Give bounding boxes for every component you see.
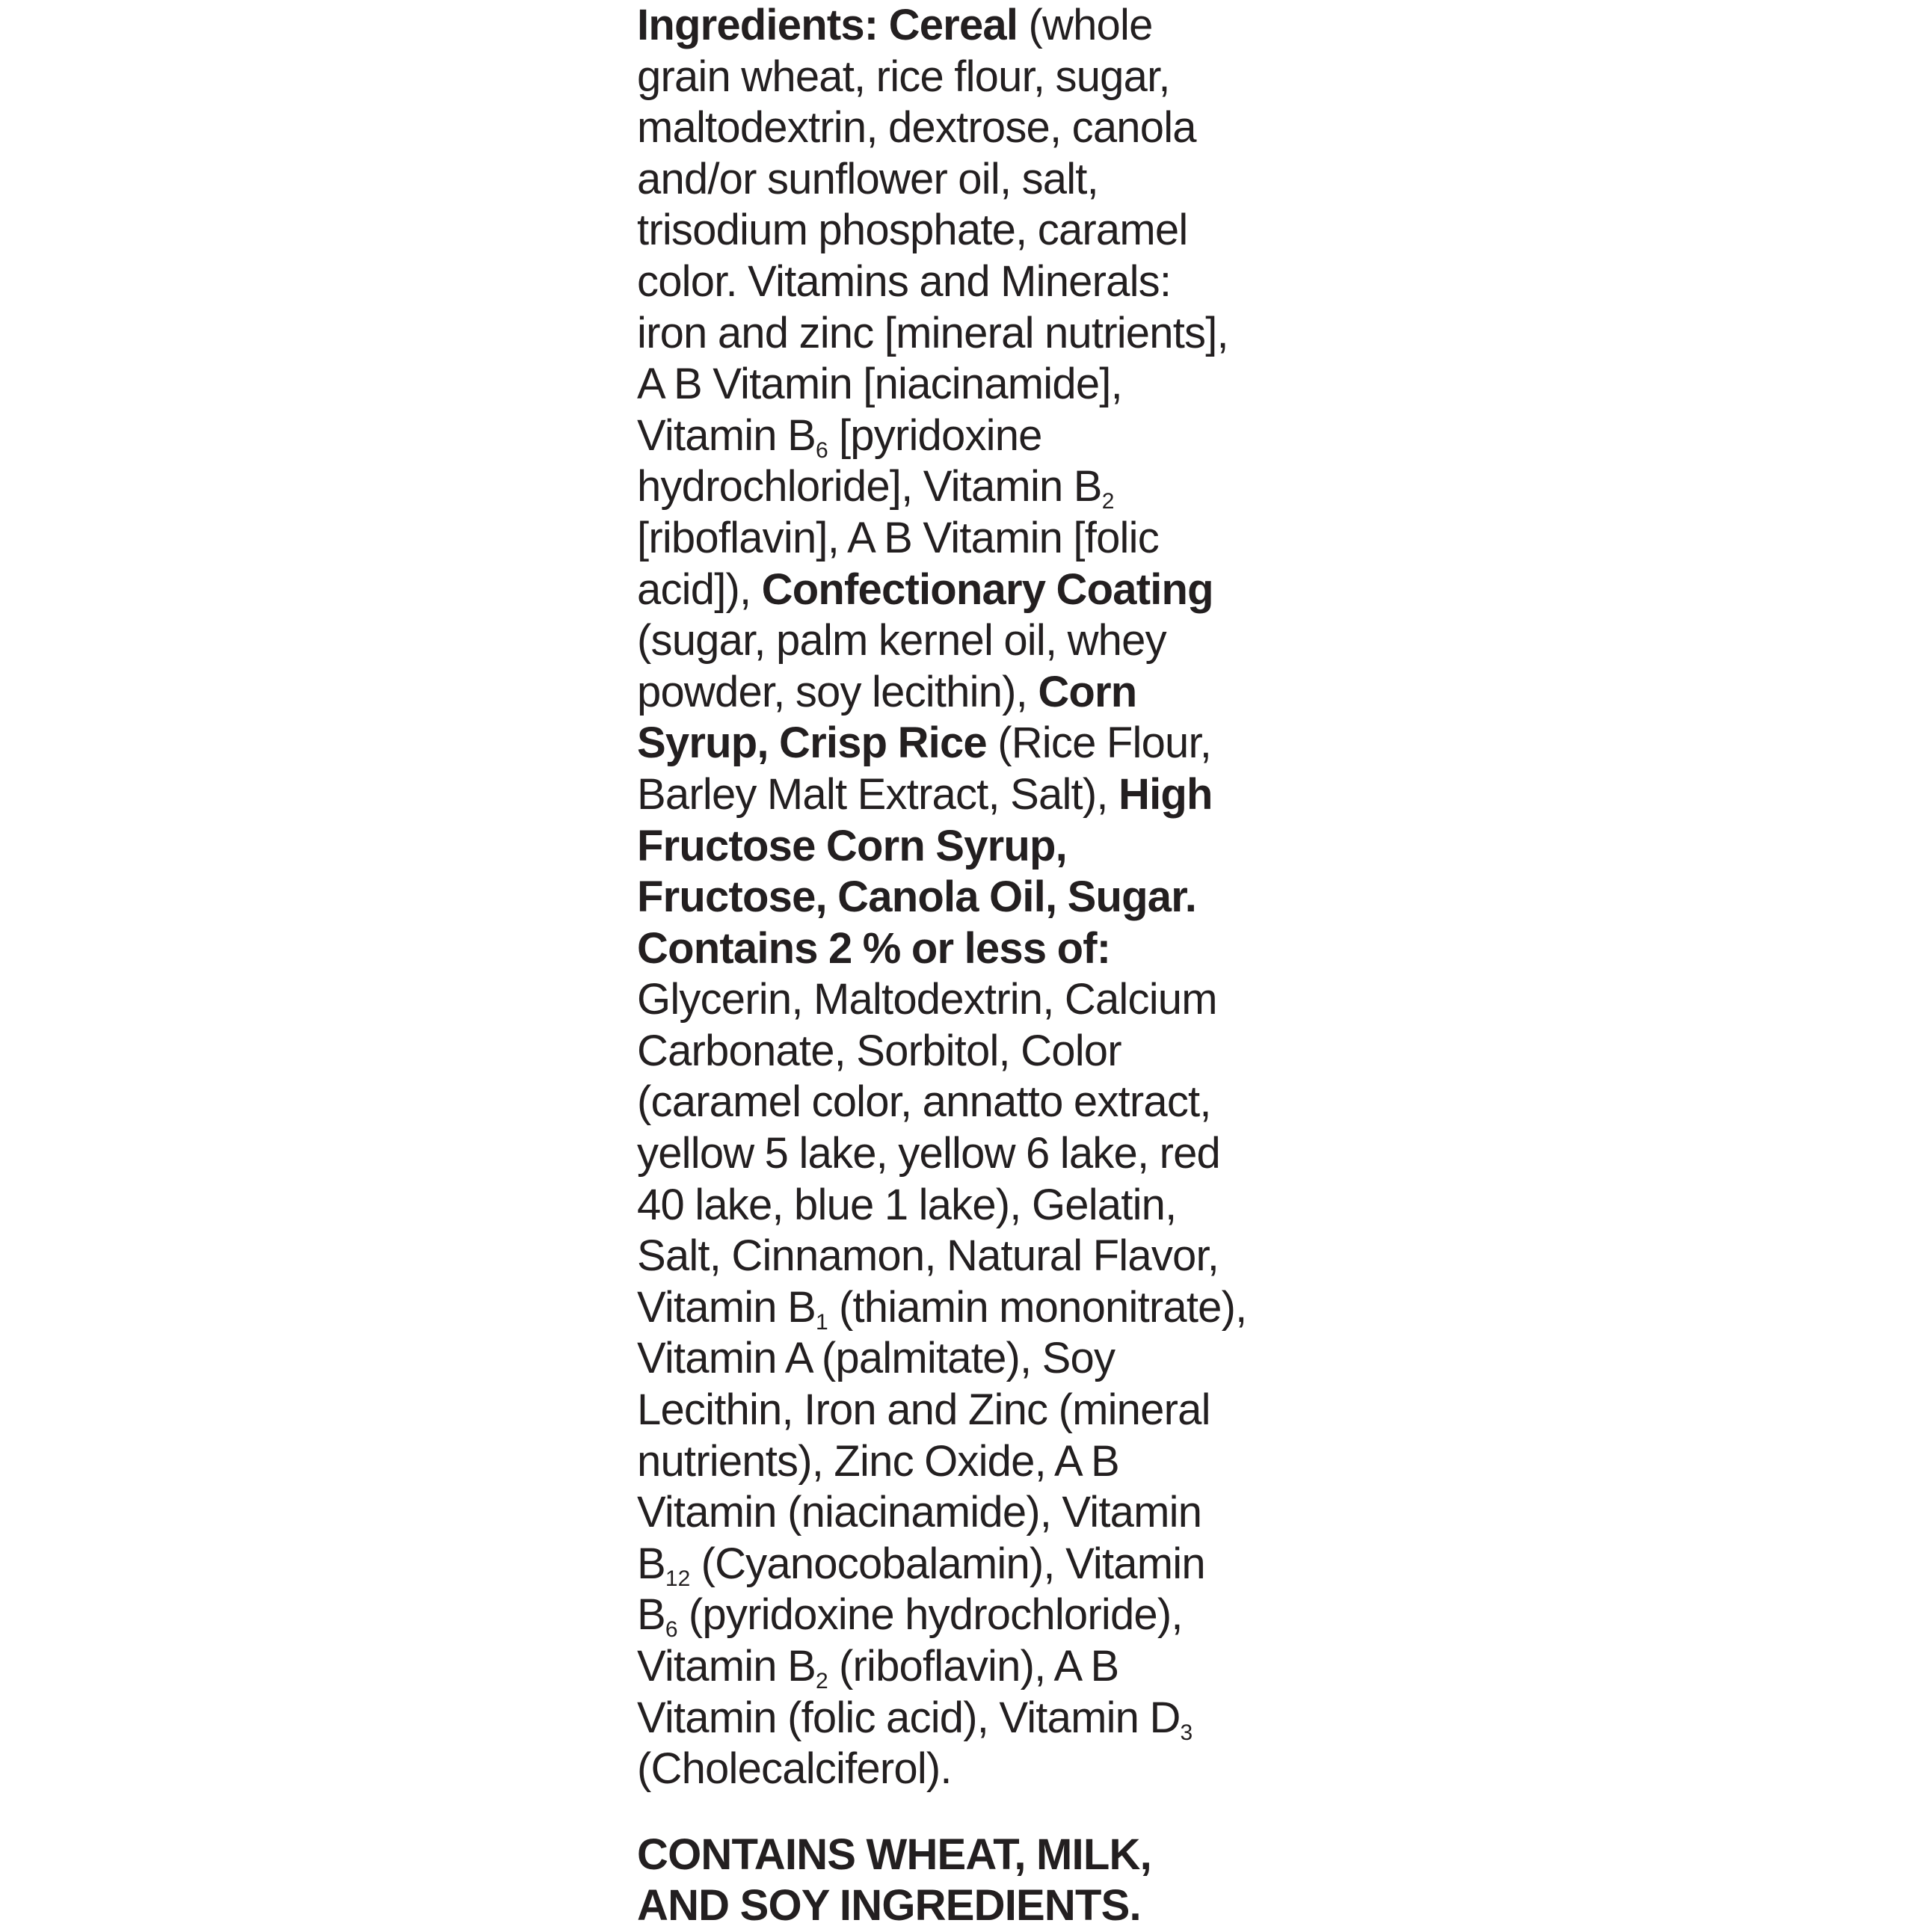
ingredient-text: (Cyanocobalamin), Vitamin xyxy=(690,1539,1205,1588)
ingredient-text: Lecithin, Iron and Zinc (mineral xyxy=(637,1385,1210,1435)
ingredient-subscript: 2 xyxy=(1101,489,1115,514)
ingredients-line xyxy=(637,1282,1310,1334)
ingredient-text: (caramel color, annatto extract, xyxy=(637,1077,1211,1127)
ingredients-line xyxy=(637,1128,1310,1180)
ingredient-text: (thiamin mononitrate), xyxy=(828,1282,1247,1332)
ingredient-text: powder, soy lecithin), xyxy=(637,667,1038,716)
ingredient-text: Vitamin (niacinamide), Vitamin xyxy=(637,1488,1202,1537)
ingredient-text: Barley Malt Extract, Salt), xyxy=(637,769,1118,819)
ingredient-text: iron and zinc [mineral nutrients], xyxy=(637,308,1228,357)
ingredient-text: (riboflavin), A B xyxy=(828,1642,1119,1690)
ingredient-text: B xyxy=(637,1590,665,1640)
ingredient-text: [pyridoxine xyxy=(828,410,1042,460)
ingredients-label xyxy=(637,0,1310,1932)
ingredient-text: Salt, Cinnamon, Natural Flavor, xyxy=(637,1231,1219,1281)
ingredient-text: (Rice Flour, xyxy=(986,719,1212,768)
ingredients-line xyxy=(637,872,1310,923)
ingredients-line xyxy=(637,1077,1310,1128)
ingredients-line xyxy=(637,974,1310,1026)
ingredient-bold-text: Confectionary Coating xyxy=(761,564,1213,614)
ingredients-line xyxy=(637,769,1310,821)
ingredients-line xyxy=(637,0,1310,52)
ingredient-text: maltodextrin, dextrose, canola xyxy=(637,103,1196,153)
ingredient-text: Vitamin (folic acid), Vitamin D xyxy=(637,1693,1181,1742)
ingredients-line xyxy=(637,667,1310,719)
ingredient-subscript: 12 xyxy=(665,1566,691,1591)
ingredients-line xyxy=(637,1180,1310,1231)
ingredient-text: Carbonate, Sorbitol, Color xyxy=(637,1026,1121,1075)
allergen-line: AND SOY INGREDIENTS. xyxy=(637,1881,1141,1931)
ingredients-line xyxy=(637,1744,1310,1795)
ingredient-subscript: 1 xyxy=(815,1309,828,1335)
ingredient-text: nutrients), Zinc Oxide, A B xyxy=(637,1436,1119,1486)
ingredients-line xyxy=(637,205,1310,256)
ingredients-line xyxy=(637,410,1310,462)
ingredient-bold-text: Fructose, Canola Oil, Sugar. xyxy=(637,873,1197,922)
ingredients-line xyxy=(637,821,1310,873)
ingredient-text: acid]), xyxy=(637,564,762,614)
ingredient-text: Vitamin B xyxy=(637,1282,816,1332)
ingredient-bold-text: Fructose Corn Syrup, xyxy=(637,821,1067,870)
ingredient-text: Vitamin A (palmitate), Soy xyxy=(637,1334,1116,1383)
ingredient-subscript: 2 xyxy=(815,1669,828,1693)
ingredients-line xyxy=(637,564,1310,616)
ingredient-text: (sugar, palm kernel oil, whey xyxy=(637,616,1166,665)
ingredient-text: Vitamin B xyxy=(637,410,816,460)
ingredients-line xyxy=(637,1693,1310,1744)
ingredients-paragraph xyxy=(637,0,1310,1795)
ingredient-text: Vitamin B xyxy=(637,1642,816,1690)
ingredient-text: (whole xyxy=(1018,1,1153,49)
ingredients-line xyxy=(637,154,1310,206)
ingredients-line xyxy=(637,1539,1310,1590)
ingredient-text: 40 lake, blue 1 lake), Gelatin, xyxy=(637,1180,1177,1229)
allergen-statement xyxy=(637,1830,1310,1932)
ingredients-line xyxy=(637,52,1310,103)
ingredient-text: hydrochloride], Vitamin B xyxy=(637,462,1102,511)
ingredients-line xyxy=(637,1333,1310,1385)
ingredients-line xyxy=(637,1590,1310,1641)
ingredient-bold-text: Corn xyxy=(1038,667,1137,716)
ingredients-line xyxy=(637,513,1310,564)
ingredient-text: trisodium phosphate, caramel xyxy=(637,206,1188,255)
ingredients-line xyxy=(637,1487,1310,1539)
ingredients-line xyxy=(637,256,1310,308)
ingredient-subscript: 6 xyxy=(665,1617,678,1643)
ingredients-line xyxy=(637,615,1310,667)
ingredients-line xyxy=(637,1231,1310,1282)
ingredient-text: grain wheat, rice flour, sugar, xyxy=(637,52,1170,101)
ingredients-line xyxy=(637,1026,1310,1077)
ingredient-subscript: 6 xyxy=(815,437,828,463)
ingredient-text: A B Vitamin [niacinamide], xyxy=(637,360,1122,409)
ingredient-subscript: 3 xyxy=(1180,1720,1193,1745)
ingredients-line xyxy=(637,359,1310,410)
ingredient-bold-text: Contains 2 % or less of: xyxy=(637,923,1111,973)
ingredients-line xyxy=(637,1436,1310,1488)
ingredients-line xyxy=(637,308,1310,360)
allergen-line: CONTAINS WHEAT, MILK, xyxy=(637,1830,1151,1879)
ingredients-line xyxy=(637,718,1310,769)
ingredient-text: (pyridoxine hydrochloride), xyxy=(677,1590,1183,1640)
ingredient-text: color. Vitamins and Minerals: xyxy=(637,256,1172,306)
ingredient-text: [riboflavin], A B Vitamin [folic xyxy=(637,513,1159,562)
ingredient-text: yellow 5 lake, yellow 6 lake, red xyxy=(637,1129,1220,1178)
ingredient-bold-text: High xyxy=(1118,769,1213,819)
ingredient-text: Glycerin, Maltodextrin, Calcium xyxy=(637,975,1217,1024)
ingredients-line xyxy=(637,461,1310,513)
ingredient-text: B xyxy=(637,1539,665,1588)
ingredient-text: and/or sunflower oil, salt, xyxy=(637,154,1098,203)
ingredients-line xyxy=(637,1385,1310,1436)
ingredients-line xyxy=(637,102,1310,154)
ingredient-bold-text: Ingredients: Cereal xyxy=(637,1,1018,49)
ingredients-line xyxy=(637,1641,1310,1693)
ingredient-bold-text: Syrup, Crisp Rice xyxy=(637,719,987,768)
ingredient-text: (Cholecalciferol). xyxy=(637,1744,952,1794)
ingredients-line xyxy=(637,923,1310,975)
